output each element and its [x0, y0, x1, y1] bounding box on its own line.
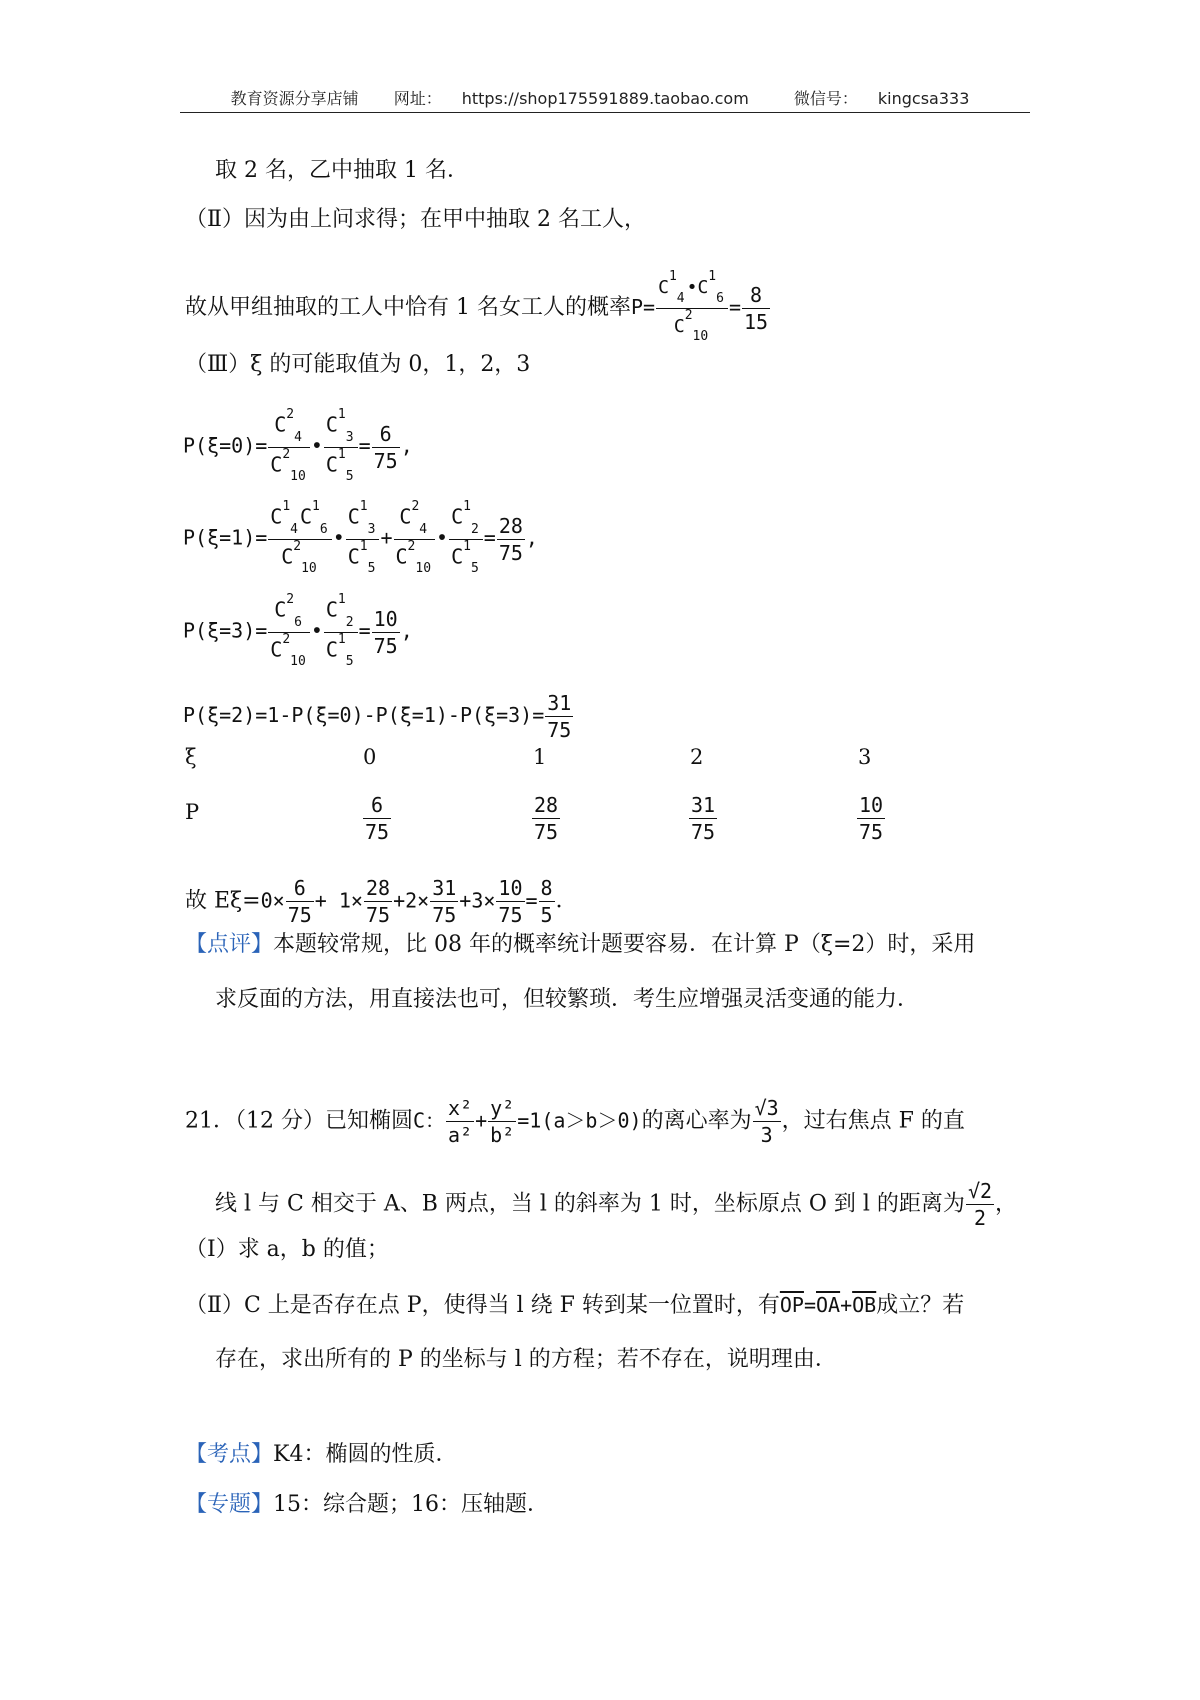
- frac-c42-c102: $\frac{C^2_4}{C^2_{10}}$: [268, 408, 310, 486]
- frac-c41c61-c102: $\frac{C^1_4C^1_6}{C^2_{10}}$: [268, 500, 331, 578]
- p-xi-3: P(ξ=3)= $\frac{C^2_6}{C^2_{10}}$ • $\frac{C^1_2}{C^1_5}$ = $\frac{10}{75}$ ,: [183, 592, 413, 670]
- prob-fraction: [362, 792, 392, 845]
- frac-c31-c51: $\frac{C^1_3}{C^1_5}$: [346, 500, 380, 578]
- comma: ，: [995, 1191, 1018, 1217]
- ecc-text: 的离心率为: [641, 1108, 752, 1134]
- frac-den: 2: [973, 1206, 986, 1230]
- wechat-label: 微信号：: [793, 89, 858, 108]
- prob-fraction: [688, 792, 718, 845]
- frac-den: 75: [534, 820, 559, 844]
- site-url[interactable]: https://shop175591889.taobao.com: [461, 89, 749, 108]
- p-equals: P=: [631, 295, 656, 320]
- question-1: （Ⅰ）求 a，b 的值；: [185, 1237, 389, 1262]
- combination-fraction: $\frac{C^1_4•C^1_6}{C^2_{10}}$: [656, 270, 728, 346]
- frac-den: 75: [498, 540, 523, 565]
- frac-num: 6: [372, 421, 400, 448]
- vector-ob: $\overline{OB}$: [852, 1293, 877, 1317]
- kaodian-line: [185, 1440, 457, 1470]
- frac-num: 8: [742, 282, 770, 309]
- frac-den: 75: [859, 820, 884, 844]
- frac-num: y²: [490, 1096, 515, 1120]
- frac-num: 10: [373, 606, 398, 631]
- prob-fraction: [531, 792, 561, 845]
- frac-den: 75: [691, 820, 716, 844]
- frac-den: 75: [365, 903, 391, 927]
- p-header: P: [185, 800, 200, 824]
- frac-den: 75: [373, 448, 398, 473]
- xi-value: 3: [858, 745, 872, 769]
- period: ．: [555, 888, 578, 914]
- ellipse-label: C：: [412, 1108, 446, 1133]
- question-text: 成立？若: [876, 1293, 965, 1318]
- zhuanti-text: 15：综合题；16：压轴题．: [273, 1492, 550, 1517]
- term-fraction: [430, 875, 458, 928]
- question-2-line-1: [185, 1290, 964, 1321]
- p3-result: [372, 606, 400, 659]
- comment-text: 本题较常规，比 08 年的概率统计题要容易．在计算 P（ξ=2）时，采用: [273, 932, 976, 957]
- xi-value: 0: [363, 745, 377, 769]
- p2-text: P(ξ=2)=1-P(ξ=0)-P(ξ=1)-P(ξ=3)=: [183, 703, 545, 727]
- frac-num: 6: [363, 792, 391, 819]
- p0-left: P(ξ=0)=: [183, 433, 268, 458]
- term: +3×: [459, 888, 496, 913]
- sqrt3-over-3: [753, 1095, 781, 1148]
- expectation-label: 故 Eξ=: [185, 888, 261, 914]
- text-line-4: （Ⅲ）ξ 的可能取值为 0，1，2，3: [185, 352, 531, 377]
- frac-den: a²: [448, 1123, 473, 1147]
- frac-num: √2: [967, 1179, 993, 1203]
- frac-num: x²: [448, 1096, 473, 1120]
- frac-c62-c102: $\frac{C^2_6}{C^2_{10}}$: [268, 593, 310, 671]
- expectation-line: 故 Eξ=0× $\frac{6}{75}$ + 1× $\frac{28}{75}$ +2× $\frac{31}{75}$ +3× $\frac{10}{75}$ = $\frac{8}{5}$ ．: [185, 876, 578, 927]
- frac-den: 75: [373, 633, 398, 658]
- problem21-line-2: [215, 1178, 1017, 1231]
- frac-den: b²: [490, 1123, 515, 1147]
- zhuanti-tag: 【专题】: [185, 1492, 274, 1517]
- x-over-a: [446, 1095, 474, 1148]
- term-fraction: [364, 875, 392, 928]
- xi-value: 2: [690, 745, 704, 769]
- problem-text: 线 l 与 C 相交于 A、B 两点，当 l 的斜率为 1 时，坐标原点 O 到 l 的距离为: [215, 1191, 965, 1217]
- problem-number: 21．（12 分）已知椭圆: [185, 1108, 413, 1134]
- result-fraction: [742, 282, 770, 335]
- prob-sentence: 故从甲组抽取的工人中恰有 1 名女工人的概率: [185, 295, 631, 321]
- vector-op: $\overline{OP}$: [779, 1293, 804, 1317]
- frac-den: 3: [760, 1123, 773, 1147]
- comment-line-1: [185, 930, 975, 960]
- frac-num: 31: [432, 876, 457, 900]
- term-fraction: [286, 875, 314, 928]
- frac-num: 28: [365, 876, 391, 900]
- xi-value: 1: [533, 745, 547, 769]
- term-fraction: [496, 875, 524, 928]
- frac-num: 8: [540, 876, 553, 900]
- frac-den: 75: [498, 903, 523, 927]
- shop-name: 教育资源分享店铺: [230, 89, 359, 108]
- p-xi-2: [183, 690, 574, 743]
- result-fraction: [539, 875, 555, 928]
- p-xi-1: P(ξ=1)= $\frac{C^1_4C^1_6}{C^2_{10}}$ • $\frac{C^1_3}{C^1_5}$ + $\frac{C^2_4}{C^2_{10}}$ • $\frac{C^1_2}{C^1_5}$ = $\frac{28}{75}$ ,: [183, 499, 538, 577]
- term: +2×: [393, 888, 430, 913]
- p-xi-0: P(ξ=0)= $\frac{C^2_4}{C^2_{10}}$ • $\frac{C^1_3}{C^1_5}$ = $\frac{6}{75}$ ,: [183, 407, 413, 485]
- site-label: 网址：: [393, 89, 442, 108]
- frac-c42-c102: $\frac{C^2_4}{C^2_{10}}$: [394, 500, 436, 578]
- frac-den: 75: [547, 718, 572, 742]
- frac-num: 6: [286, 875, 314, 902]
- text-line-1: 取 2 名，乙中抽取 1 名．: [215, 158, 469, 183]
- xi-header: ξ: [185, 745, 197, 769]
- frac-den: 15: [743, 309, 769, 334]
- p3-left: P(ξ=3)=: [183, 618, 268, 643]
- plus-sign: +: [840, 1293, 853, 1317]
- equals-sign: =: [803, 1293, 816, 1317]
- sqrt2-over-2: [966, 1178, 994, 1231]
- frac-den: 75: [432, 903, 457, 927]
- text-line-3: [185, 270, 771, 346]
- question-2-line-2: 存在，求出所有的 P 的坐标与 l 的方程；若不存在，说明理由．: [215, 1347, 837, 1372]
- frac-num: 28: [498, 513, 523, 538]
- comment-line-2: 求反面的方法，用直接法也可，但较繁琐．考生应增强灵活变通的能力．: [215, 987, 920, 1012]
- problem-tail: ，过右焦点 F 的直: [781, 1108, 965, 1134]
- question-text: （Ⅱ）C 上是否存在点 P，使得当 l 绕 F 转到某一位置时，有: [185, 1293, 780, 1318]
- prob-fraction: [856, 792, 886, 845]
- frac-c31-c51: $\frac{C^1_3}{C^1_5}$: [324, 408, 358, 486]
- vector-oa: $\overline{OA}$: [816, 1293, 841, 1317]
- zhuanti-line: [185, 1490, 549, 1520]
- kaodian-text: K4：椭圆的性质．: [273, 1442, 458, 1467]
- condition: =1(a＞b＞0): [517, 1108, 642, 1133]
- frac-den: 5: [540, 903, 553, 927]
- wechat-id: kingcsa333: [877, 89, 970, 108]
- p1-left: P(ξ=1)=: [183, 525, 268, 550]
- page-header: [180, 86, 1030, 112]
- comment-tag: 【点评】: [185, 932, 274, 957]
- y-over-b: [488, 1095, 516, 1148]
- equals-sign: =: [728, 295, 741, 320]
- frac-c21-c51: $\frac{C^1_2}{C^1_5}$: [449, 500, 483, 578]
- frac-num: 10: [498, 876, 523, 900]
- text-line-2: （Ⅱ）因为由上问求得；在甲中抽取 2 名工人，: [185, 207, 646, 232]
- frac-den: 75: [287, 903, 312, 927]
- frac-den: 75: [365, 820, 390, 844]
- kaodian-tag: 【考点】: [185, 1442, 274, 1467]
- frac-c21-c51: $\frac{C^1_2}{C^1_5}$: [324, 593, 358, 671]
- problem21-line-1: 21．（12 分）已知椭圆C： $\frac{\text{x²}}{\text{a²}}$ + $\frac{\text{y²}}{\text{b²}}$ =1(a＞b＞0)的离心率为 $\frac{√3}{3}$ ，过右焦点 F 的直: [185, 1096, 965, 1147]
- frac-num: 28: [534, 793, 559, 817]
- term: 0×: [260, 888, 285, 913]
- p0-result: [372, 421, 400, 474]
- frac-num: 31: [691, 793, 716, 817]
- p2-result: [545, 690, 573, 743]
- header-divider: [180, 112, 1030, 113]
- term: + 1×: [314, 888, 363, 913]
- p1-result: [497, 513, 525, 566]
- frac-num: √3: [754, 1096, 779, 1120]
- frac-num: 10: [859, 793, 884, 817]
- frac-num: 31: [547, 691, 572, 715]
